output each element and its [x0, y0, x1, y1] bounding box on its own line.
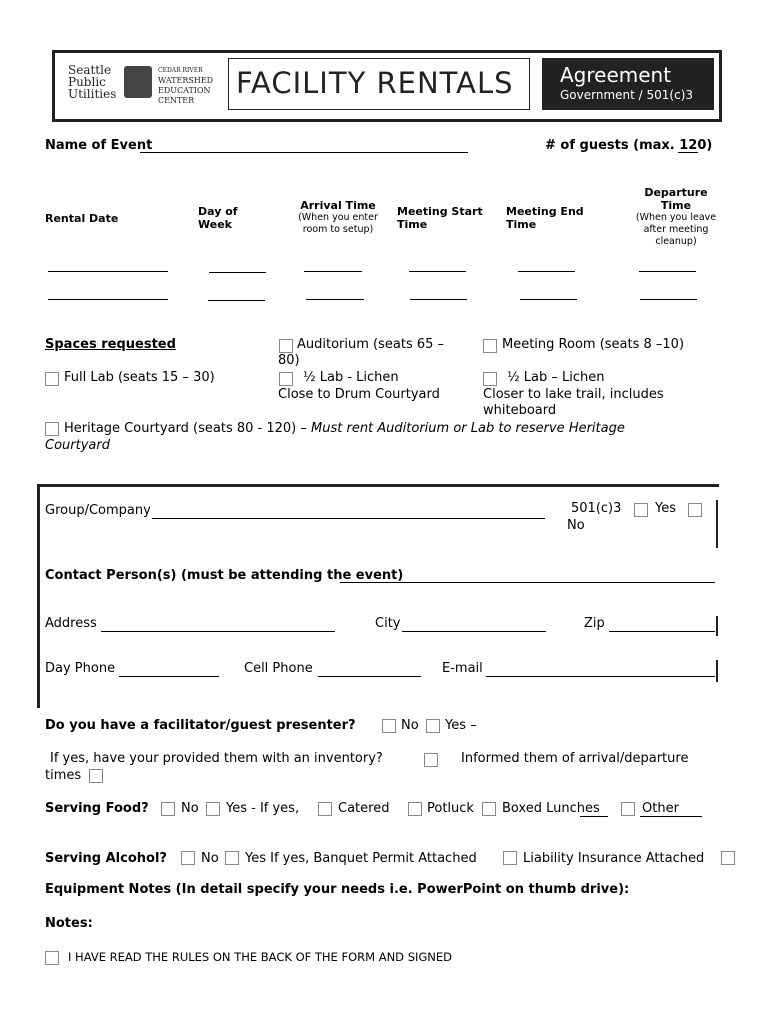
departure-time-field[interactable]	[640, 299, 697, 300]
times-label: times	[45, 768, 82, 783]
meeting-room-label: Meeting Room (seats 8 –10)	[502, 337, 685, 352]
half-lab-lake-label: ½ Lab – Lichen	[507, 370, 605, 385]
contact-person-label: Contact Person(s) (must be attending the event)	[45, 568, 404, 583]
day-phone-label: Day Phone	[45, 661, 116, 676]
alcohol-no-checkbox[interactable]	[181, 851, 195, 865]
logo-line: Public	[68, 75, 106, 89]
food-no-checkbox[interactable]	[161, 802, 175, 816]
spaces-heading: Spaces requested	[45, 337, 176, 352]
agreement-title: Agreement	[560, 63, 672, 87]
half-lab-drum-label: ½ Lab - Lichen	[303, 370, 399, 385]
heritage-courtyard-note: Must rent Auditorium or Lab to reserve Heritage Courtyard	[45, 421, 625, 453]
address-label: Address	[45, 616, 97, 631]
boxed-lunches-underline	[580, 816, 608, 817]
cell-phone-label: Cell Phone	[244, 661, 313, 676]
banquet-permit-checkbox[interactable]	[503, 851, 517, 865]
frame-right-edge	[716, 616, 718, 636]
facilitator-no-checkbox[interactable]	[382, 719, 396, 733]
c3-no-checkbox[interactable]	[688, 503, 702, 517]
rules-checkbox[interactable]	[45, 951, 59, 965]
informed-checkbox[interactable]	[89, 769, 103, 783]
zip-field[interactable]	[609, 631, 715, 632]
meeting-start-field[interactable]	[410, 299, 467, 300]
logo-line: CEDAR RIVER	[158, 67, 203, 74]
day-of-week-header: Day of Week	[198, 205, 238, 231]
email-field[interactable]	[486, 676, 715, 677]
food-yes-checkbox[interactable]	[206, 802, 220, 816]
facilitator-yes-label: Yes –	[445, 718, 477, 733]
alcohol-yes-label: Yes If yes, Banquet Permit Attached	[245, 851, 477, 866]
liability-label: Liability Insurance Attached	[523, 851, 705, 866]
food-no-label: No	[181, 801, 199, 816]
boxed-lunches-checkbox[interactable]	[482, 802, 496, 816]
watershed-logo-icon	[124, 66, 152, 98]
c3-label: 501(c)3	[571, 501, 622, 516]
group-company-label: Group/Company	[45, 503, 151, 518]
agreement-subtitle: Government / 501(c)3	[560, 88, 694, 102]
inventory-checkbox[interactable]	[424, 753, 438, 767]
drum-courtyard-note: Close to Drum Courtyard	[278, 387, 440, 402]
rental-date-field[interactable]	[48, 299, 168, 300]
day-of-week-field[interactable]	[209, 272, 266, 273]
guests-label: # of guests (max. 120)	[545, 138, 713, 153]
cedar-river-logo	[158, 66, 213, 106]
city-label: City	[375, 616, 401, 631]
c3-yes-checkbox[interactable]	[634, 503, 648, 517]
boxed-lunches-label: Boxed Lunches	[502, 801, 600, 816]
serving-food-question: Serving Food?	[45, 801, 149, 816]
heritage-courtyard-label	[45, 420, 685, 454]
liability-checkbox[interactable]	[721, 851, 735, 865]
arrival-time-label: Arrival Time	[300, 199, 376, 212]
day-of-week-field[interactable]	[208, 300, 265, 301]
logo-line: EDUCATION	[158, 86, 211, 95]
alcohol-no-label: No	[201, 851, 219, 866]
potluck-label: Potluck	[427, 801, 474, 816]
potluck-checkbox[interactable]	[408, 802, 422, 816]
departure-time-field[interactable]	[639, 271, 696, 272]
zip-label: Zip	[584, 616, 605, 631]
catered-label: Catered	[338, 801, 390, 816]
c3-yes-label: Yes	[655, 501, 676, 516]
rules-acknowledgement-label: I HAVE READ THE RULES ON THE BACK OF THE FORM AND SIGNED	[68, 950, 453, 964]
alcohol-yes-checkbox[interactable]	[225, 851, 239, 865]
food-yes-label: Yes - If yes,	[226, 801, 300, 816]
half-lab-drum-checkbox[interactable]	[279, 372, 293, 386]
frame-right-edge	[716, 660, 718, 682]
departure-time-header	[630, 186, 722, 248]
notes-label: Notes:	[45, 916, 93, 931]
meeting-start-field[interactable]	[409, 271, 466, 272]
cell-phone-field[interactable]	[318, 676, 421, 677]
other-food-field[interactable]	[640, 816, 702, 817]
departure-time-note: (When you leave after meeting cleanup)	[635, 212, 717, 247]
arrival-time-field[interactable]	[306, 299, 364, 300]
meeting-room-checkbox[interactable]	[483, 339, 497, 353]
full-lab-label: Full Lab (seats 15 – 30)	[64, 370, 215, 385]
city-field[interactable]	[402, 631, 546, 632]
half-lab-lake-checkbox[interactable]	[483, 372, 497, 386]
meeting-start-header: Meeting Start Time	[397, 205, 483, 231]
inventory-question: If yes, have your provided them with an inventory?	[50, 751, 383, 766]
rental-date-field[interactable]	[48, 271, 168, 272]
meeting-end-header: Meeting End Time	[506, 205, 584, 231]
facilitator-yes-checkbox[interactable]	[426, 719, 440, 733]
guests-field[interactable]	[678, 152, 698, 153]
frame-right-edge	[716, 500, 718, 548]
facilitator-question: Do you have a facilitator/guest presenter?	[45, 718, 356, 733]
logo-line: WATERSHED	[158, 76, 214, 85]
address-field[interactable]	[101, 631, 335, 632]
spu-logo	[68, 64, 116, 100]
catered-checkbox[interactable]	[318, 802, 332, 816]
lake-trail-note: Closer to lake trail, includes whiteboard	[483, 387, 664, 418]
name-of-event-label: Name of Event	[45, 138, 153, 153]
contact-person-field[interactable]	[340, 582, 715, 583]
heritage-courtyard-text: Heritage Courtyard (seats 80 - 120) –	[64, 421, 307, 436]
informed-label: Informed them of arrival/departure	[461, 751, 689, 766]
meeting-end-field[interactable]	[520, 299, 577, 300]
facilitator-no-label: No	[401, 718, 419, 733]
page-title: FACILITY RENTALS	[236, 66, 514, 100]
logo-line: CENTER	[158, 96, 195, 105]
rental-date-header: Rental Date	[45, 212, 119, 225]
name-of-event-field[interactable]	[140, 152, 468, 153]
arrival-time-note: (When you enter room to setup)	[298, 212, 378, 235]
equipment-notes-label: Equipment Notes (In detail specify your needs i.e. PowerPoint on thumb drive):	[45, 882, 630, 897]
c3-no-label: No	[567, 518, 585, 533]
full-lab-checkbox[interactable]	[45, 372, 59, 386]
departure-time-label: Departure Time	[644, 186, 708, 212]
logo-line: Seattle	[68, 63, 112, 77]
other-food-label: Other	[642, 801, 679, 816]
serving-alcohol-question: Serving Alcohol?	[45, 851, 167, 866]
arrival-time-header	[292, 199, 384, 236]
group-company-field[interactable]	[152, 518, 545, 519]
meeting-end-field[interactable]	[518, 271, 575, 272]
other-food-checkbox[interactable]	[621, 802, 635, 816]
auditorium-label: Auditorium (seats 65 – 80)	[278, 337, 445, 368]
day-phone-field[interactable]	[119, 676, 219, 677]
email-label: E-mail	[442, 661, 483, 676]
logo-line: Utilities	[68, 87, 117, 101]
arrival-time-field[interactable]	[304, 271, 362, 272]
